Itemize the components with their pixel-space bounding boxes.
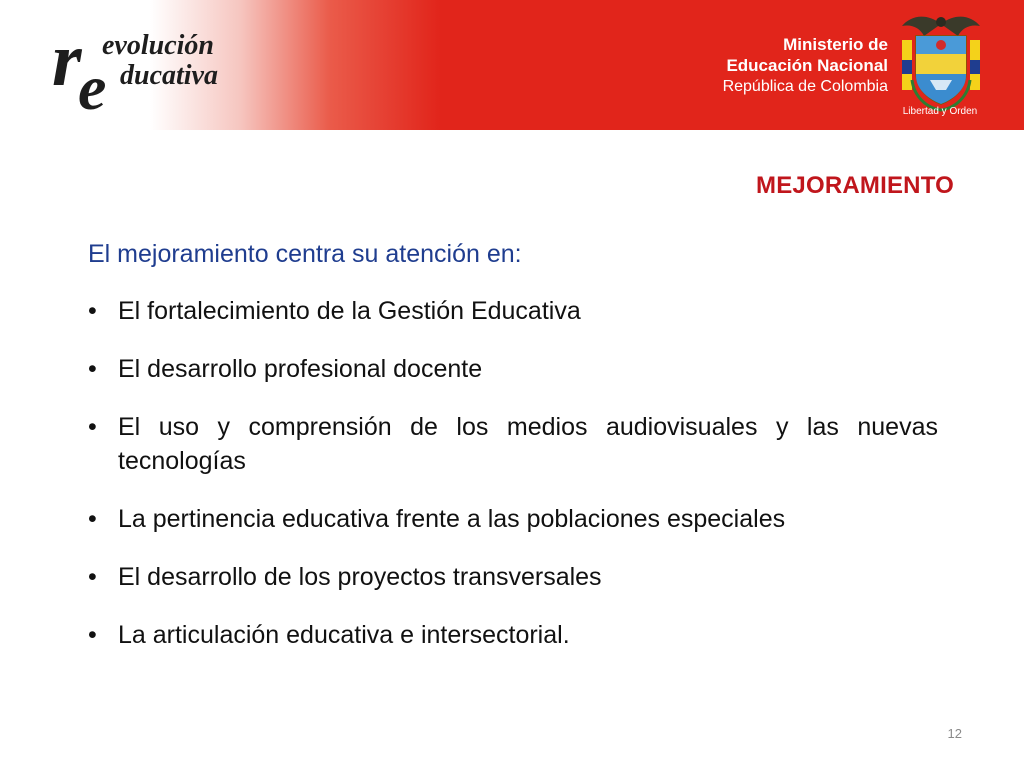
bullet-icon: • bbox=[88, 355, 97, 383]
list-item bbox=[88, 294, 938, 328]
list-item-text: La pertinencia educativa frente a las poblaciones especiales bbox=[118, 505, 786, 533]
list-item-text: El desarrollo de los proyectos transversales bbox=[118, 563, 602, 591]
list-item-text: La articulación educativa e intersectorial. bbox=[118, 621, 570, 649]
page-number: 12 bbox=[947, 726, 962, 741]
ministry-name bbox=[723, 34, 888, 97]
bullet-icon: • bbox=[88, 621, 97, 649]
ministry-line-1: Ministerio de bbox=[783, 35, 888, 54]
list-item-text: El desarrollo profesional docente bbox=[118, 355, 483, 383]
slide-title: MEJORAMIENTO bbox=[756, 172, 954, 199]
ministry-line-3: República de Colombia bbox=[722, 78, 888, 95]
list-item bbox=[88, 410, 938, 478]
header-banner bbox=[0, 0, 1024, 130]
list-item bbox=[88, 560, 938, 594]
bullet-list bbox=[88, 294, 938, 676]
bullet-icon: • bbox=[88, 563, 97, 591]
list-item-text: El fortalecimiento de la Gestión Educativa bbox=[118, 297, 581, 325]
revolucion-educativa-logo bbox=[48, 18, 278, 123]
logo-letter-r: r bbox=[52, 18, 82, 102]
list-item bbox=[88, 502, 938, 536]
bullet-icon: • bbox=[88, 413, 97, 441]
ministry-line-2: Educación Nacional bbox=[726, 56, 888, 75]
intro-text: El mejoramiento centra su atención en: bbox=[88, 240, 522, 268]
logo-word-evolucion: evolución bbox=[102, 30, 214, 61]
bullet-icon: • bbox=[88, 505, 97, 533]
list-item bbox=[88, 352, 938, 386]
logo-word-ducativa: ducativa bbox=[120, 60, 218, 91]
list-item bbox=[88, 618, 938, 652]
crest-motto: Libertad y Orden bbox=[902, 106, 978, 117]
bullet-icon: • bbox=[88, 297, 97, 325]
list-item-text: El uso y comprensión de los medios audiovisuales y las nuevas tecnologías bbox=[118, 413, 938, 475]
logo-letter-e: e bbox=[78, 52, 107, 123]
